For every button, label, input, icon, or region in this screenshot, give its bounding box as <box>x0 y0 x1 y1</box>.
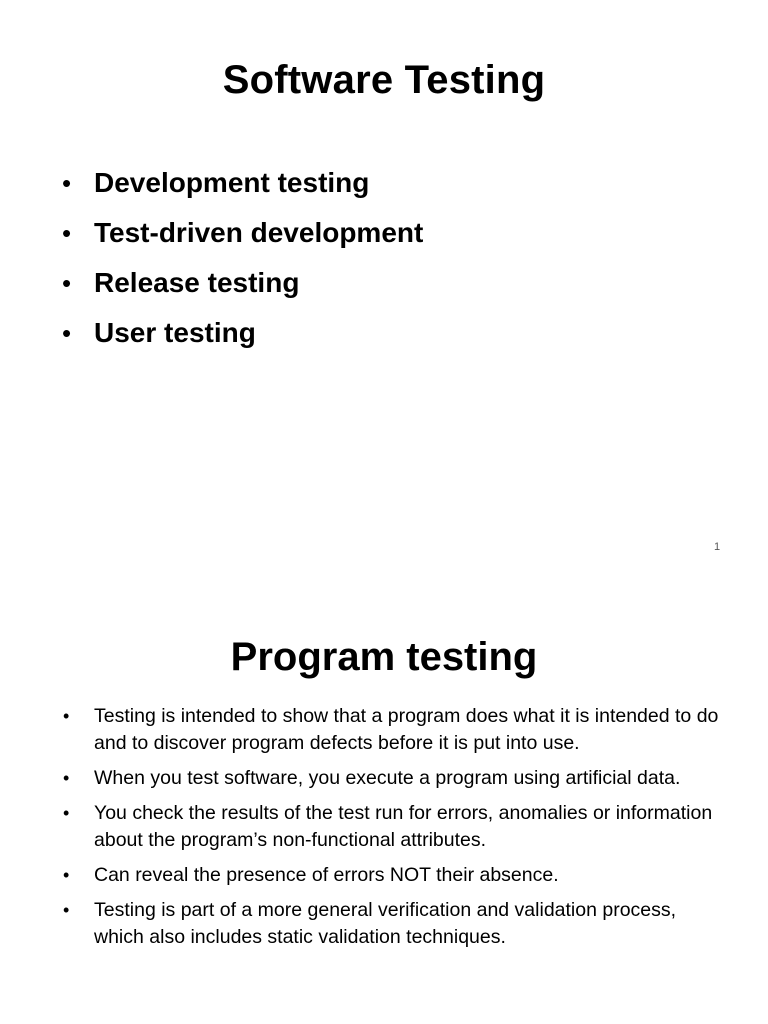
slide-title: Software Testing <box>222 58 546 102</box>
bullet-list <box>62 703 722 959</box>
slide-title: Program testing <box>230 635 538 679</box>
slide-program-testing <box>0 575 768 1024</box>
list-item <box>62 765 722 792</box>
list-item <box>62 897 722 951</box>
list-item-text: User testing <box>94 317 256 348</box>
list-item <box>60 208 423 258</box>
bullet-icon: • <box>62 218 72 248</box>
bullet-icon: • <box>63 768 70 788</box>
page-number: 1 <box>714 541 721 553</box>
bullet-icon: • <box>62 268 72 298</box>
bullet-icon: • <box>63 865 70 885</box>
bullet-icon: • <box>63 803 70 823</box>
list-item <box>60 308 423 358</box>
list-item-text: Testing is intended to show that a program does what it is intended to do and to discover program defects before it is put into use. <box>94 705 719 754</box>
list-item <box>62 703 722 757</box>
bullet-icon: • <box>62 318 72 348</box>
list-item <box>60 258 423 308</box>
bullet-icon: • <box>63 900 70 920</box>
bullet-icon: • <box>63 706 70 726</box>
list-item-text: When you test software, you execute a program using artificial data. <box>94 767 681 789</box>
list-item-text: You check the results of the test run for errors, anomalies or information about the program’s non-functional attributes. <box>94 802 713 851</box>
list-item <box>60 158 423 208</box>
list-item-text: Can reveal the presence of errors NOT their absence. <box>94 864 559 886</box>
bullet-icon: • <box>62 168 72 198</box>
list-item-text: Test-driven development <box>94 217 424 248</box>
list-item <box>62 862 722 889</box>
bullet-list <box>60 158 423 358</box>
list-item-text: Release testing <box>94 267 300 298</box>
list-item-text: Testing is part of a more general verification and validation process, which also includes static validation techniques. <box>94 899 677 948</box>
list-item <box>62 800 722 854</box>
list-item-text: Development testing <box>94 167 370 198</box>
